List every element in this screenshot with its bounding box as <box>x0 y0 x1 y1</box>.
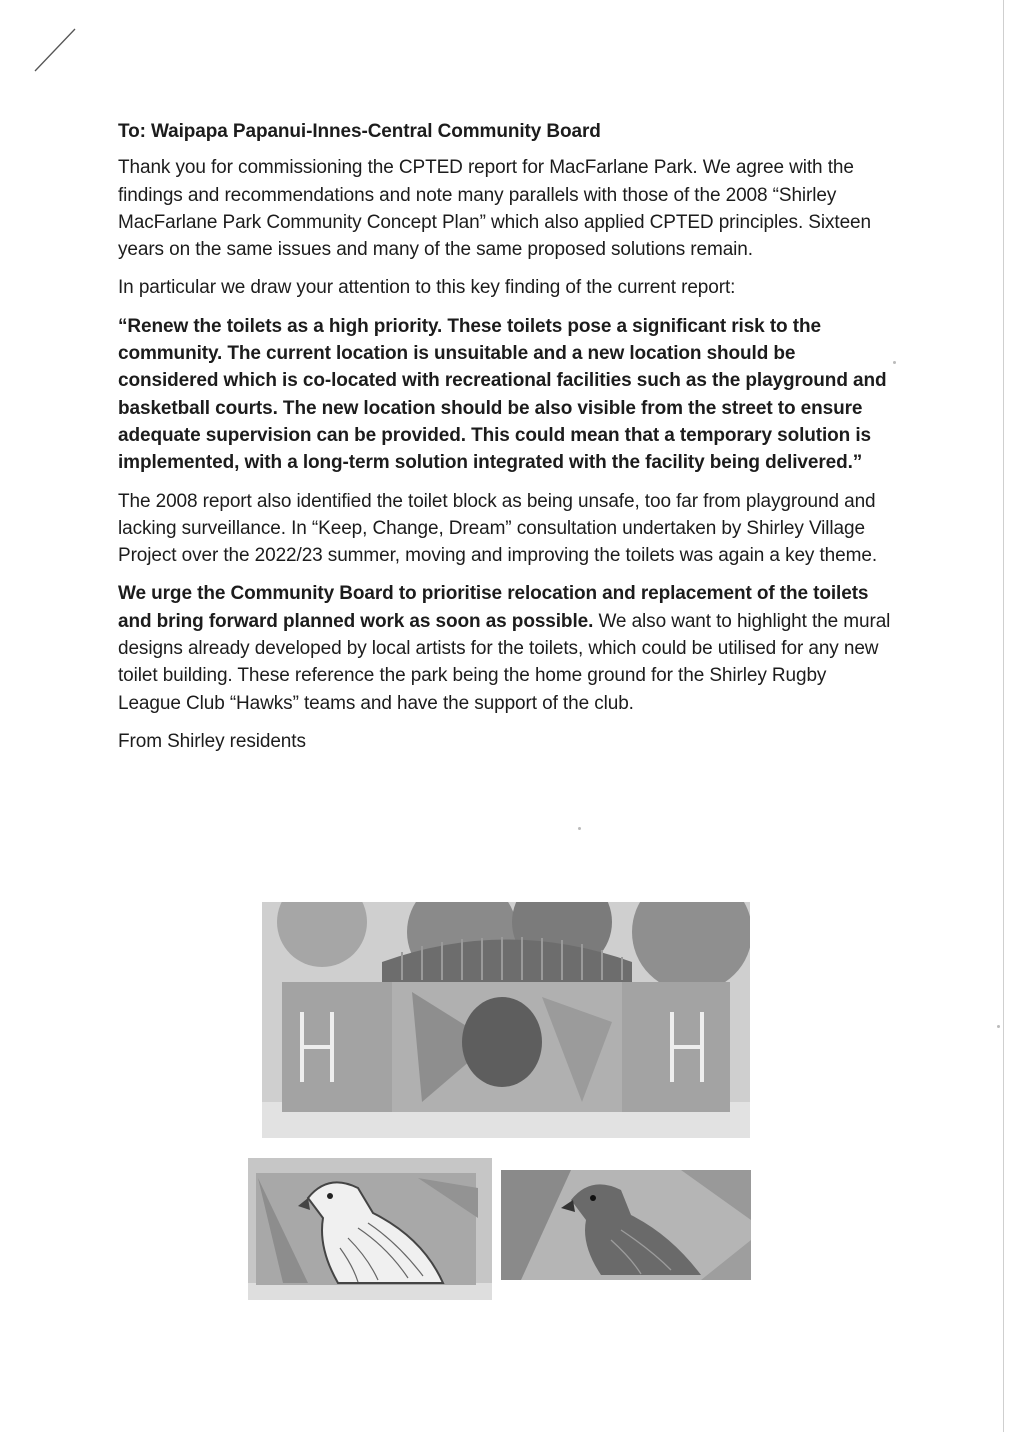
paragraph-urge <box>118 580 893 716</box>
paragraph-2008-report: The 2008 report also identified the toilet block as being unsafe, too far from playground and lacking surveillance. In “Keep, Change, Dream” consultation undertaken by Shirley Village Project over the 2022/23 summer, moving and improving the toilets was again a key theme. <box>118 490 877 567</box>
signoff: From Shirley residents <box>118 730 306 752</box>
pen-stroke-mark <box>30 25 80 75</box>
scan-speck <box>578 827 581 830</box>
paragraph-key-finding-lead: In particular we draw your attention to this key finding of the current report: <box>118 277 736 299</box>
hawk-mural-illustration <box>248 1158 492 1300</box>
scan-speck <box>997 1025 1000 1028</box>
letter-heading: To: Waipapa Papanui-Innes-Central Community Board <box>118 121 601 142</box>
scan-edge-line <box>1003 0 1004 1432</box>
toilet-block-mural-photo <box>262 902 750 1138</box>
hawk-mural-photo <box>501 1170 751 1280</box>
scan-speck <box>893 361 896 364</box>
urge-statement: We urge the Community Board to prioritise relocation and replacement of the toilets and bring forward planned work as soon as possible. <box>118 583 869 632</box>
report-quote: “Renew the toilets as a high priority. These toilets pose a significant risk to the community. The current location is unsuitable and a new location should be considered which is co-located with recreational facilities such as the playground and basketball courts. The new location should be also visible from the street to ensure adequate supervision can be provided. This could mean that a temporary solution is implemented, with a long-term solution integrated with the facility being delivered.” <box>118 315 887 474</box>
paragraph-intro: Thank you for commissioning the CPTED report for MacFarlane Park. We agree with the findings and recommendations and note many parallels with those of the 2008 “Shirley MacFarlane Park Community Concept Plan” which also applied CPTED principles. Sixteen years on the same issues and many of the same proposed solutions remain. <box>118 157 871 261</box>
letter-body <box>118 118 893 766</box>
mural-statement: We also want to highlight the mural designs already developed by local artists for the toilets, which could be utilised for any new toilet building. These reference the park being the home ground for the Shirley Rugby League Club “Hawks” teams and have the support of the club. <box>118 610 891 714</box>
